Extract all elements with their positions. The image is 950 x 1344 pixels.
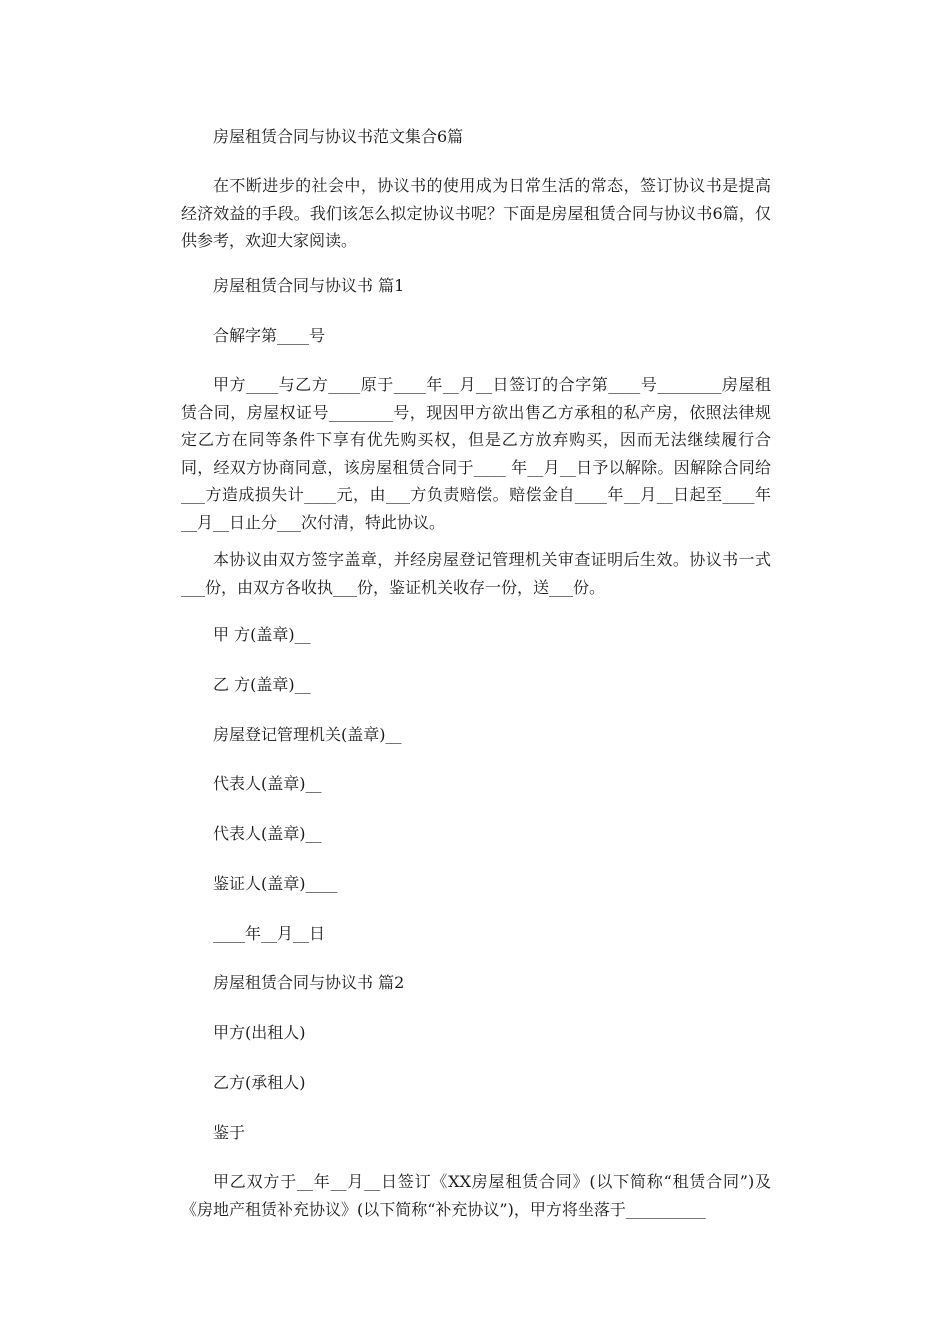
signature-authority: 房屋登记管理机关(盖章)__ bbox=[213, 725, 402, 744]
signature-date: ____年__月__日 bbox=[213, 924, 326, 943]
signature-party-a: 甲 方(盖章)__ bbox=[213, 625, 311, 644]
document-title: 房屋租赁合同与协议书范文集合6篇 bbox=[213, 127, 464, 146]
intro-paragraph: 在不断进步的社会中，协议书的使用成为日常生活的常态，签订协议书是提高经济效益的手段。我们该怎么拟定协议书呢？下面是房屋租赁合同与协议书6篇，仅供参考，欢迎大家阅读。 bbox=[181, 176, 771, 250]
signature-party-b: 乙 方(盖章)__ bbox=[213, 675, 311, 694]
signature-notary: 鉴证人(盖章)____ bbox=[213, 874, 338, 893]
section-2-heading: 房屋租赁合同与协议书 篇2 bbox=[213, 973, 405, 992]
signature-representative-1: 代表人(盖章)__ bbox=[213, 774, 322, 793]
party-a-lessor: 甲方(出租人) bbox=[213, 1023, 306, 1042]
whereas-label: 鉴于 bbox=[213, 1123, 246, 1142]
section-2-body: 甲乙双方于__年__月__日签订《XX房屋租赁合同》(以下简称“租赁合同”)及《房地产租赁补充协议》(以下简称“补充协议”)，甲方将坐落于__________ bbox=[181, 1172, 771, 1219]
party-b-lessee: 乙方(承租人) bbox=[213, 1073, 306, 1092]
section-1-heading: 房屋租赁合同与协议书 篇1 bbox=[213, 276, 405, 295]
signature-representative-2: 代表人(盖章)__ bbox=[213, 824, 322, 843]
reference-number: 合解字第____号 bbox=[213, 326, 326, 345]
effect-paragraph: 本协议由双方签字盖章，并经房屋登记管理机关审查证明后生效。协议书一式___份，由双方各收执___份，鉴证机关收存一份，送___份。 bbox=[181, 550, 771, 597]
section-1-body: 甲方____与乙方____原于____年__月__日签订的合字第____号________房屋租赁合同，房屋权证号________号，现因甲方欲出售乙方承租的私产房，依照法律规定乙方在同等条件下享有优先购买权，但是乙方放弃购买，因而无法继续履行合同，经双方协商同意，该房屋租赁合同于____ 年__月__日予以解除。因解除合同给___方造成损失计____元，由___方负责赔偿。赔偿金自____年__月__日起至____年__月__日止分___次付清，特此协议。 bbox=[181, 375, 771, 532]
